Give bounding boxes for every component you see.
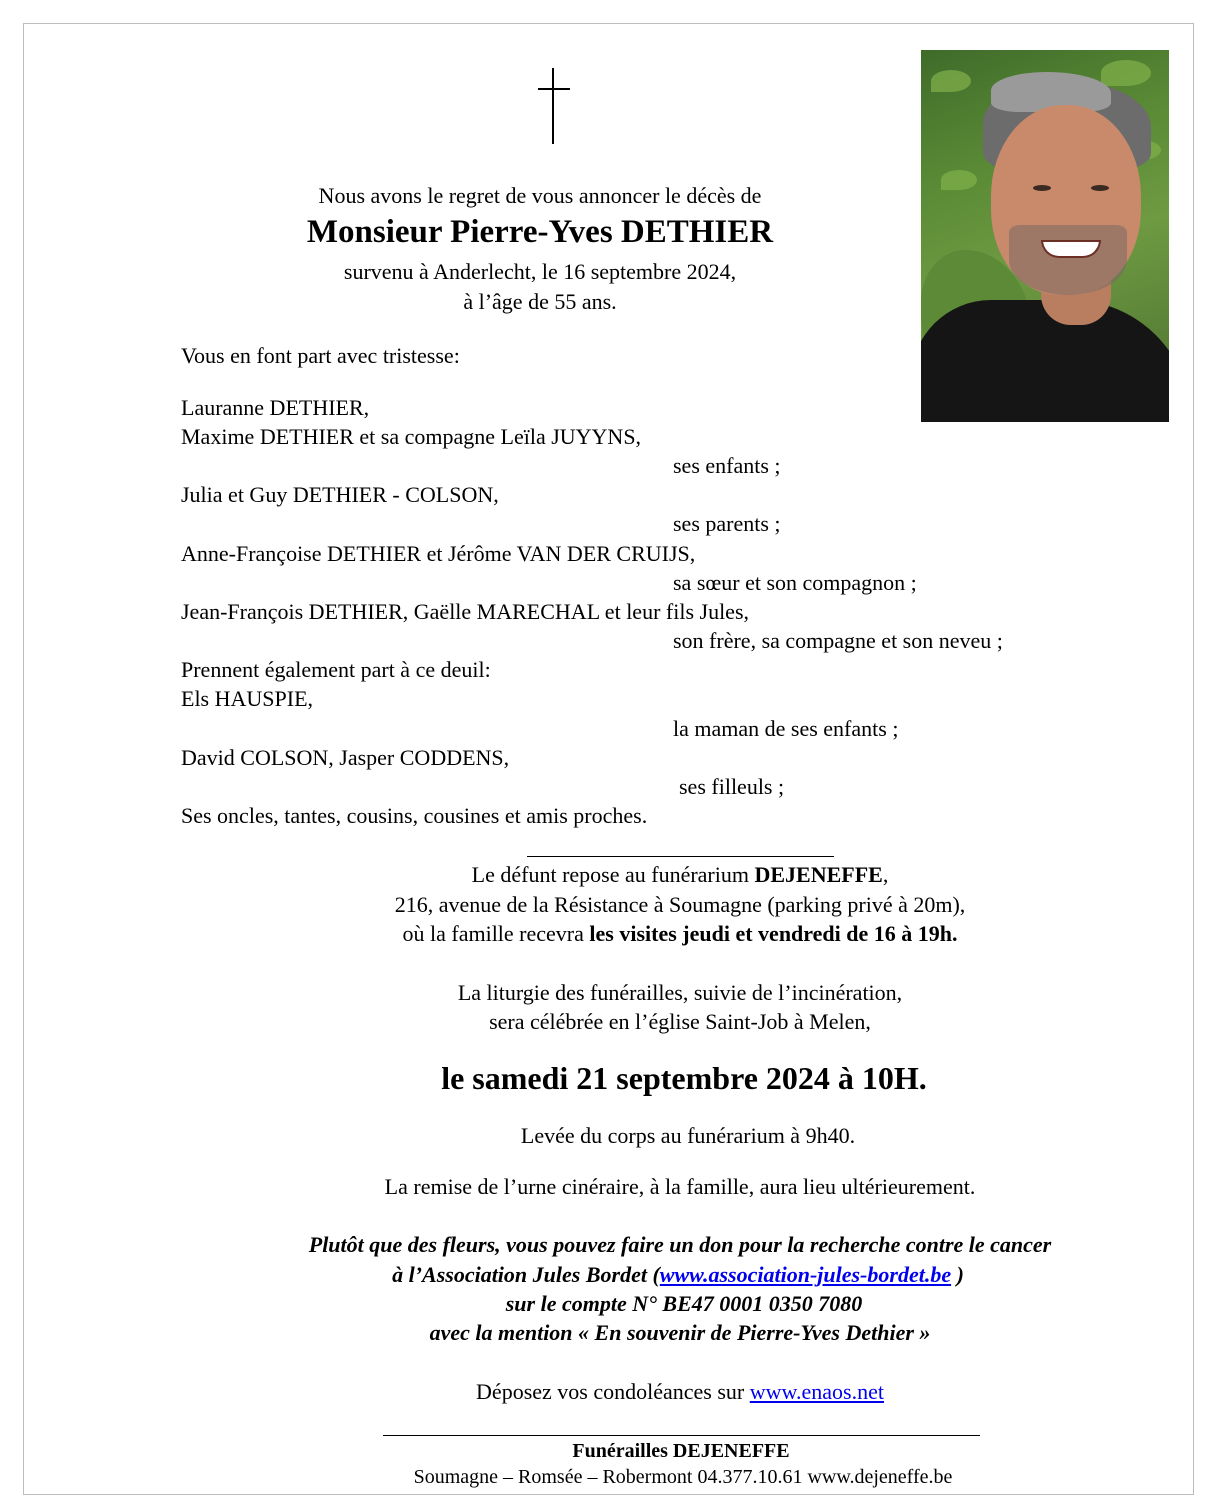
liturgy-line1: La liturgie des funérailles, suivie de l’incinération,: [457, 980, 903, 1005]
family-relation: ses filleuls ;: [679, 774, 785, 799]
condolences-line: Déposez vos condoléances sur www.enaos.net: [476, 1379, 884, 1404]
footer-company: Funérailles DEJENEFFE: [572, 1440, 790, 1462]
family-line: Julia et Guy DETHIER - COLSON,: [181, 482, 499, 507]
liturgy-line2: sera célébrée en l’église Saint-Job à Melen,: [489, 1009, 871, 1034]
rest-visits: où la famille recevra les visites jeudi et vendredi de 16 à 19h.: [402, 921, 958, 946]
deceased-place-date: survenu à Anderlecht, le 16 septembre 2024,: [343, 259, 737, 284]
family-relation: la maman de ses enfants ;: [673, 716, 899, 741]
donation-line1: Plutôt que des fleurs, vous pouvez faire un don pour la recherche contre le cancer: [308, 1232, 1052, 1257]
footer-divider: [383, 1435, 980, 1436]
donation-mention: avec la mention « En souvenir de Pierre-Yves Dethier »: [429, 1320, 931, 1345]
family-line: Jean-François DETHIER, Gaëlle MARECHAL et leur fils Jules,: [181, 599, 750, 624]
family-line: Ses oncles, tantes, cousins, cousines et amis proches.: [181, 803, 648, 828]
family-relation: ses parents ;: [673, 511, 781, 536]
family-relation: ses enfants ;: [673, 453, 781, 478]
family-line: Els HAUSPIE,: [181, 686, 314, 711]
rest-line1: Le défunt repose au funérarium DEJENEFFE,: [471, 862, 889, 887]
ceremony-date: le samedi 21 septembre 2024 à 10H.: [441, 1060, 927, 1096]
family-line: Anne-Françoise DETHIER et Jérôme VAN DER CRUIJS,: [181, 541, 696, 566]
cross-icon: [552, 68, 554, 144]
cross-icon-bar: [538, 88, 570, 90]
bordet-link[interactable]: www.association-jules-bordet.be: [659, 1262, 952, 1287]
intro-text: Nous avons le regret de vous annoncer le décès de: [318, 183, 762, 208]
portrait-photo: [921, 50, 1169, 422]
family-relation: sa sœur et son compagnon ;: [673, 570, 917, 595]
rest-address: 216, avenue de la Résistance à Soumagne (parking privé à 20m),: [394, 892, 966, 917]
family-line: Lauranne DETHIER,: [181, 395, 370, 420]
urne-text: La remise de l’urne cinéraire, à la famille, aura lieu ultérieurement.: [384, 1174, 976, 1199]
family-relation: son frère, sa compagne et son neveu ;: [673, 628, 1003, 653]
levee-text: Levée du corps au funérarium à 9h40.: [520, 1123, 856, 1148]
family-line: Prennent également part à ce deuil:: [181, 657, 491, 682]
donation-line2: à l’Association Jules Bordet (www.association-jules-bordet.be ): [392, 1262, 964, 1287]
deceased-name: Monsieur Pierre-Yves DETHIER: [306, 214, 774, 250]
divider: [527, 856, 834, 857]
announce-header: Vous en font part avec tristesse:: [181, 343, 460, 368]
donation-account: sur le compte N° BE47 0001 0350 7080: [505, 1291, 863, 1316]
deceased-age: à l’âge de 55 ans.: [463, 289, 617, 314]
family-line: David COLSON, Jasper CODDENS,: [181, 745, 510, 770]
footer-info: Soumagne – Romsée – Robermont 04.377.10.61 www.dejeneffe.be: [413, 1466, 953, 1488]
enaos-link[interactable]: www.enaos.net: [749, 1379, 884, 1404]
family-line: Maxime DETHIER et sa compagne Leïla JUYYNS,: [181, 424, 642, 449]
